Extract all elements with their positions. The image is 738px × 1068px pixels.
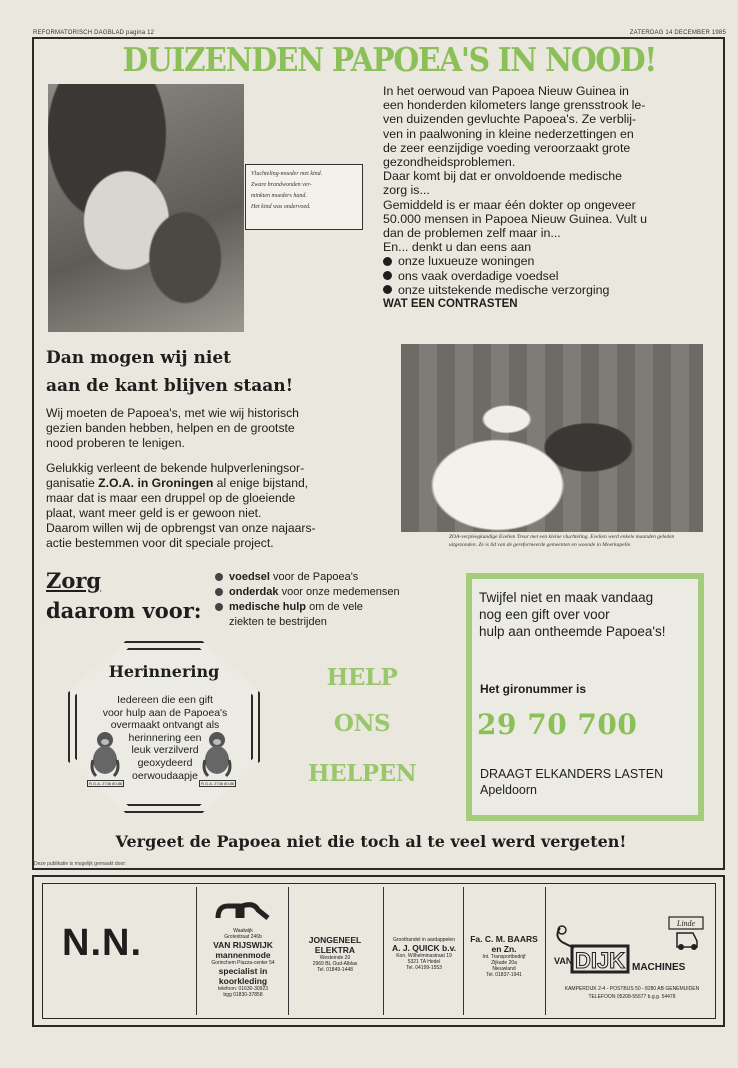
body-text: [46, 406, 378, 551]
divider: [383, 887, 384, 1015]
bullet-dot-icon: [383, 257, 392, 266]
figurine-tag: R.G.A. 2736 80.86: [201, 781, 235, 786]
body-line: nood proberen te lenigen.: [46, 436, 185, 450]
divider: [463, 887, 464, 1015]
body-line: Wij moeten de Papoea's, met wie wij historisch: [46, 406, 299, 420]
sponsor-quick: Groothandel in aardappelen A. J. QUICK b.v. Kon. Wilhelminastraat 19 5321 TA Hedel Tel. 04199-1553: [391, 937, 457, 971]
caption-line: Het kind was ondervoed.: [251, 204, 311, 210]
publication-note: Deze publikatie is mogelijk gemaakt door:: [34, 861, 127, 867]
sponsor-van-rijswijk: Waalwijk Grotestraat 246b VAN RIJSWIJK mannenmode Gorinchem Piazza-center 54 specialist in koorkleding telefoon: 01630-30923 bgg 01830-37858: [211, 928, 275, 998]
giro-number: 29 70 700: [477, 708, 638, 741]
van-rijswijk-logo-icon: [214, 898, 272, 922]
herinnering-title: Herinnering: [108, 662, 220, 681]
intro-line: zorg is...: [383, 183, 430, 198]
intro-line: In het oerwoud van Papoea Nieuw Guinea in: [383, 84, 629, 98]
tagline: Vergeet de Papoea niet die toch al te veel werd vergeten!: [115, 832, 627, 851]
divider: [196, 887, 197, 1015]
intro-column: [383, 84, 703, 311]
zorg-heading: Zorg daarom voor:: [46, 568, 202, 623]
photo1-caption: [245, 164, 363, 230]
subheading: Dan mogen wij niet aan de kant blijven staan!: [46, 348, 294, 396]
bullet-item: onze uitstekende medische verzorging: [383, 283, 703, 297]
divider: [545, 887, 546, 1015]
linde-brand: Linde: [676, 919, 696, 928]
zorg-list: [215, 570, 400, 630]
intro-line: En... denkt u dan eens aan: [383, 240, 532, 255]
headline: DUIZENDEN PAPOEA'S IN NOOD!: [122, 40, 657, 79]
van-dijk-address: KAMPERDIJK 2-4 - POSTBUS 50 - 8280 AB GENEMUIDEN TELEFOON 05208-55677 b.g.g. 54478: [564, 986, 700, 1000]
herinnering-text: Iedereen die een gift voor hulp aan de Papoea's overmaakt ontvangt als herinnering een leuk verzilverd geoxydeerd oerwoudaapje: [102, 694, 228, 782]
monkey-figurine-icon: [200, 730, 234, 780]
contrast-heading: WAT EEN CONTRASTEN: [383, 298, 518, 311]
giro-intro: Twijfel niet en maak vandaag nog een gift over voor hulp aan ontheemde Papoea's!: [479, 590, 666, 639]
bullet-item: ons vaak overdadige voedsel: [383, 269, 703, 283]
intro-line: ven in paalwoning in kleine nederzettingen en: [383, 126, 634, 141]
sponsor-jongeneel: JONGENEEL ELEKTRA Westeinde 20 2969 BL Oud-Alblas Tel. 01849-1448: [308, 935, 362, 973]
zorg-item: voedsel voor de Papoea's: [215, 570, 400, 585]
dijk-van: VAN: [554, 956, 573, 966]
intro-line: Daar komt bij dat er onvoldoende medische: [383, 169, 622, 184]
intro-line: ven duizenden gevluchte Papoea's. Ze verblij-: [383, 112, 637, 127]
dijk-machines: MACHINES: [632, 962, 686, 973]
help-word: HELP: [326, 664, 398, 691]
bullet-dot-icon: [383, 271, 392, 280]
intro-line: gezondheidsproblemen.: [383, 155, 516, 170]
van-dijk-logo: [552, 922, 702, 982]
sponsor-baars: Fa. C. M. BAARS en Zn. Int. Transportbedrijf Zijkade 20a Nieuwland Tel. 01837-1941: [470, 934, 538, 978]
bullet-dot-icon: [383, 285, 392, 294]
help-word: HELPEN: [307, 760, 417, 787]
page-header-date: ZATERDAG 14 DECEMBER 1985: [629, 30, 726, 36]
intro-line: de zeer eenzijdige voeding veroorzaakt grote: [383, 140, 631, 155]
help-word: ONS: [333, 710, 391, 737]
bullet-dot-icon: [215, 573, 223, 581]
zoa-groningen: Z.O.A. in Groningen: [98, 476, 214, 490]
sponsor-nn: N.N.: [62, 922, 142, 964]
intro-line: Gemiddeld is er maar één dokter op ongeveer: [383, 197, 636, 212]
page-header-left: REFORMATORISCH DAGBLAD pagina 12: [33, 30, 155, 36]
body-line: actie bestemmen voor dit speciale project.: [46, 536, 274, 550]
caption-line: Vluchteling-moeder met kind.: [251, 171, 323, 177]
photo2-caption: ZOA-verpleegkundige Evelien Treur met een kleine vluchteling. Evelien werd enkele maanden geleden uitgezonden. Ze is lid van de gereformeerde gemeenten en woonde in Moerkapelle.: [449, 534, 675, 548]
body-line: gezien banden hebben, helpen en de grootste: [46, 421, 295, 435]
giro-motto: DRAAGT ELKANDERS LASTEN Apeldoorn: [480, 767, 664, 797]
figurine-tag: R.G.A. 2736 80.86: [89, 781, 123, 786]
bullet-dot-icon: [215, 588, 223, 596]
zorg-item: medische hulp om de vele ziekten te bestrijden: [215, 600, 400, 630]
intro-line: een honderden kilometers lange grensstrook le-: [383, 98, 646, 113]
photo-mother-child: [48, 84, 244, 332]
bullet-item: onze luxueuze woningen: [383, 254, 703, 268]
intro-line: 50.000 mensen in Papoea Nieuw Guinea. Vult u: [383, 211, 648, 226]
giro-label: Het gironummer is: [480, 682, 587, 696]
body-line: Gelukkig verleent de bekende hulpverleningsor-: [46, 461, 305, 475]
caption-line: Zware brandwonden ver-: [251, 182, 312, 188]
body-line: plaat, want meer geld is er gewoon niet.: [46, 506, 262, 520]
zorg-item: onderdak voor onze medemensen: [215, 585, 400, 600]
caption-line: minkten moeders hand.: [251, 193, 307, 199]
monkey-figurine-icon: [88, 730, 122, 780]
body-line: Daarom willen wij de opbrengst van onze najaars-: [46, 521, 316, 535]
photo-nurse-child: [401, 344, 703, 532]
bullet-dot-icon: [215, 603, 223, 611]
intro-line: dan de problemen zelf maar in...: [383, 226, 561, 241]
dijk-name: DIJK: [574, 948, 626, 973]
body-line: ganisatie Z.O.A. in Groningen al enige bijstand,: [46, 476, 309, 490]
body-line: maar dat is maar een druppel op de gloeiende: [46, 491, 296, 505]
